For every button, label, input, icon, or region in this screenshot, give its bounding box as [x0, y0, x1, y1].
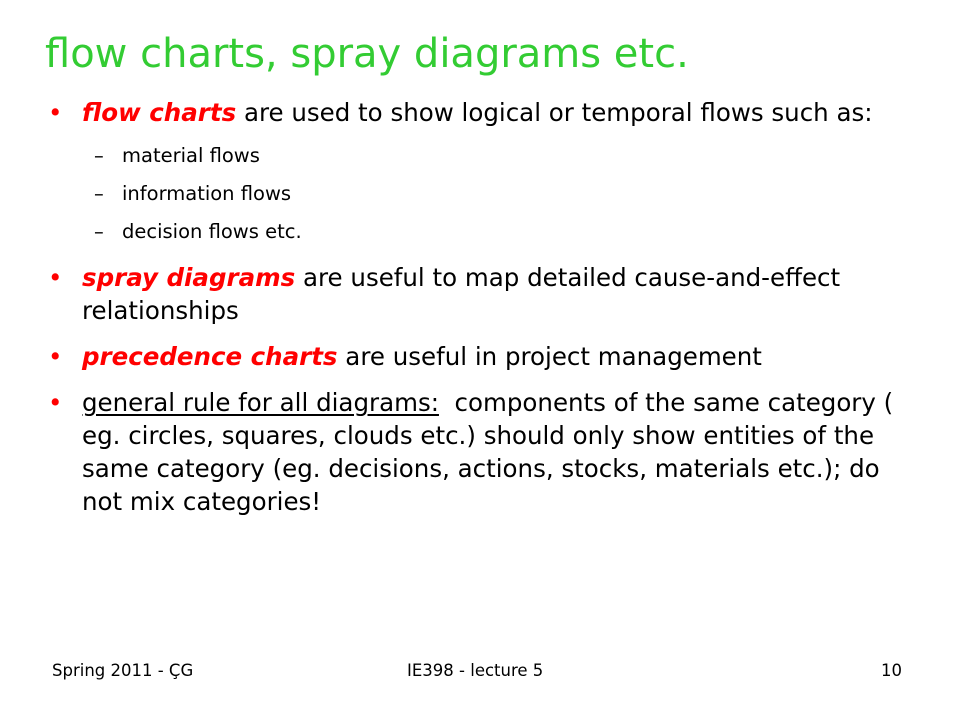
highlight-precedence-charts: precedence charts [82, 342, 338, 371]
footer-page-number: 10 [881, 661, 902, 680]
bullet-precedence-charts [48, 340, 918, 373]
bullet-flow-charts [48, 96, 918, 129]
footer-center: IE398 - lecture 5 [407, 661, 544, 680]
bullet-point-icon: • [48, 388, 63, 417]
bullet-text-spray-diagrams: are useful to map detailed cause-and-effect relationships [82, 263, 841, 325]
highlight-flow-charts: flow charts [82, 98, 237, 127]
general-rule-label: general rule for all diagrams: [82, 388, 439, 417]
bullet-point-icon: • [48, 98, 63, 127]
dash-icon: – [94, 144, 104, 167]
dash-icon: – [94, 220, 104, 243]
bullet-point-icon: • [48, 263, 63, 292]
bullet-text-general-rule: components of the same category ( eg. circles, squares, clouds etc.) should only show entities of the same category (eg. decisions, actions, stocks, materials etc.); do not mix categories! [82, 388, 902, 516]
subitem-label: decision flows etc. [122, 220, 302, 243]
bullet-text-precedence-charts: are useful in project management [337, 342, 762, 371]
subitem-label: material flows [122, 144, 260, 167]
bullet-text-flow-charts: are used to show logical or temporal flows such as: [236, 98, 873, 127]
subitem-decision-flows [48, 213, 918, 251]
subitem-material-flows [48, 137, 918, 175]
slide-content [48, 96, 918, 518]
slide-title: flow charts, spray diagrams etc. [45, 31, 689, 77]
subitem-label: information flows [122, 182, 292, 205]
subitem-information-flows [48, 175, 918, 213]
bullet-point-icon: • [48, 342, 63, 371]
bullet-spray-diagrams [48, 261, 918, 327]
highlight-spray-diagrams: spray diagrams [82, 263, 296, 292]
footer-left: Spring 2011 - ÇG [52, 661, 194, 680]
bullet-general-rule [48, 386, 918, 518]
dash-icon: – [94, 182, 104, 205]
